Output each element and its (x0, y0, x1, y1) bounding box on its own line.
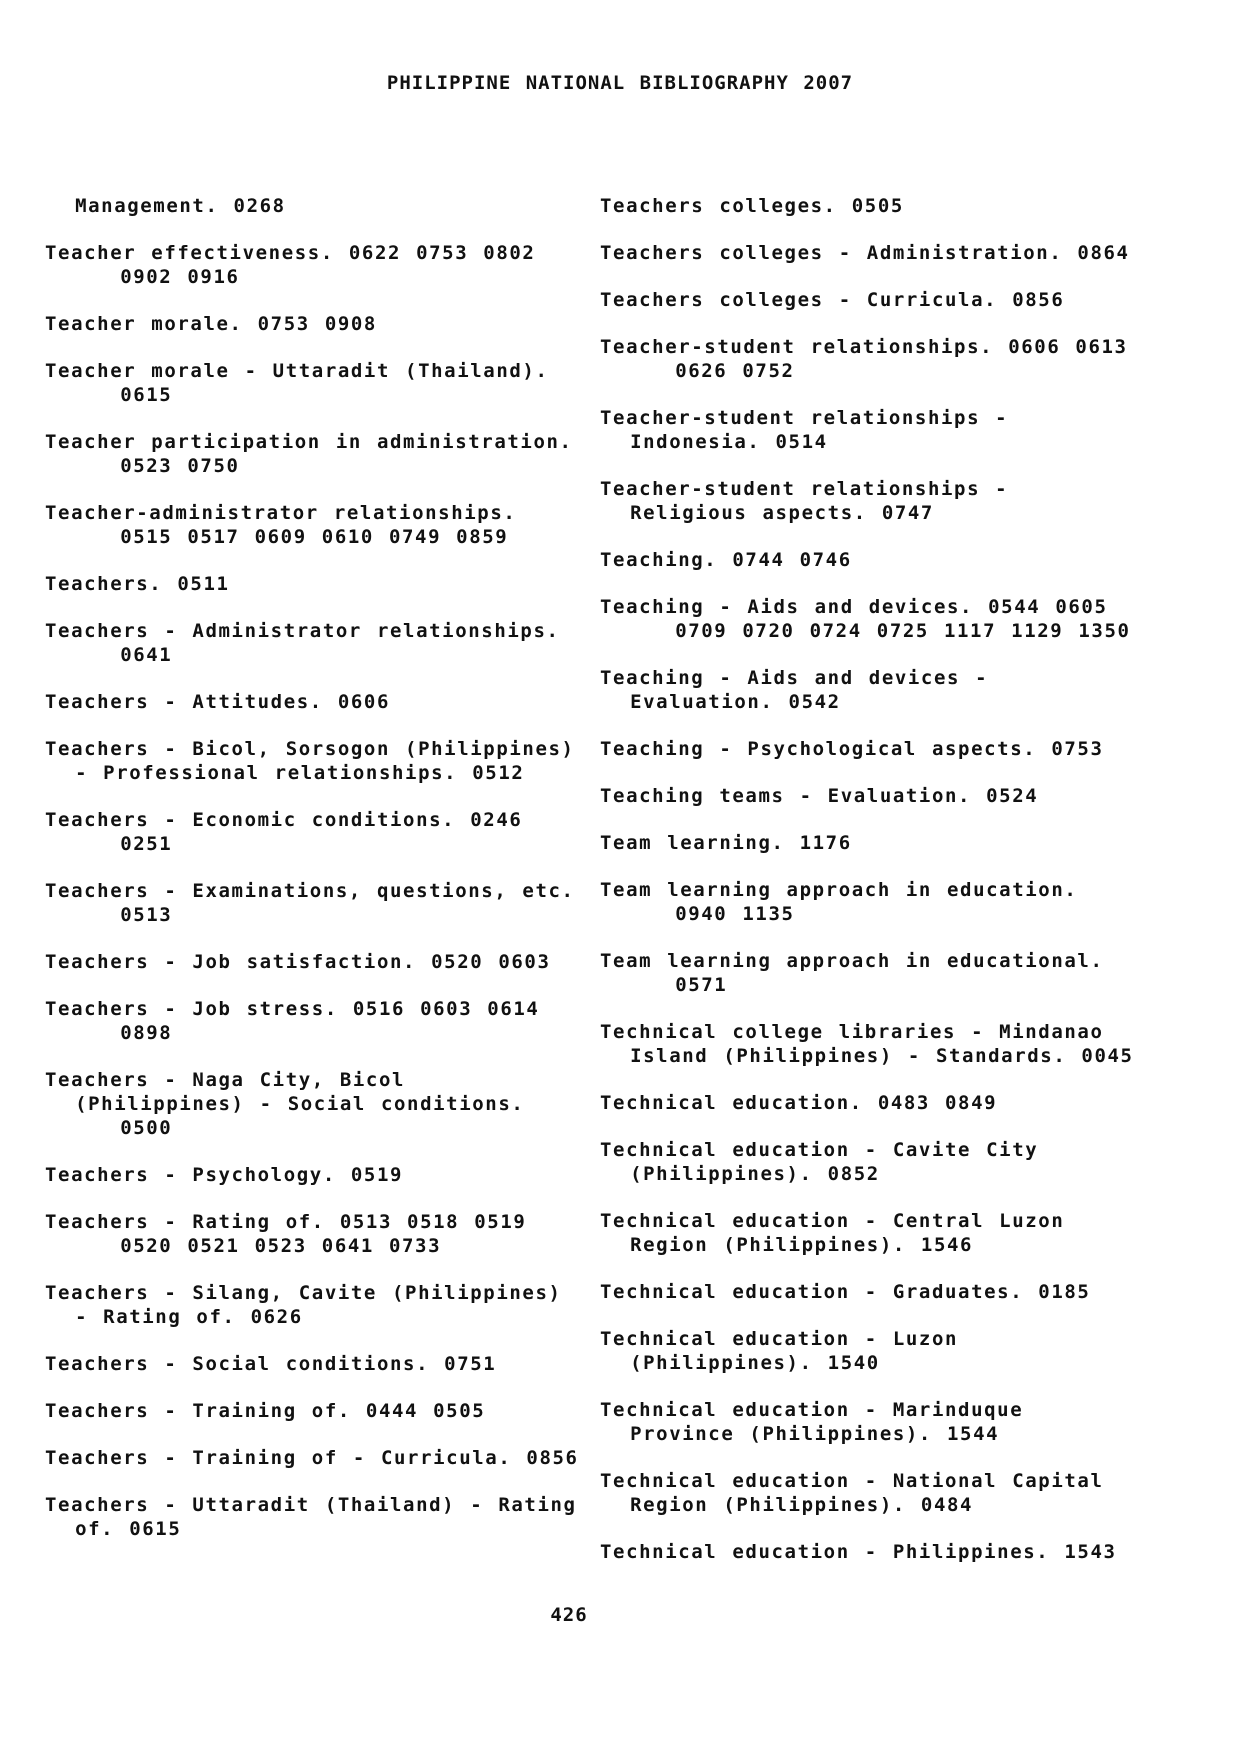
index-entry-line: Teaching - Aids and devices. 0544 0605 (600, 596, 1108, 618)
index-entry-line: 0515 0517 0609 0610 0749 0859 (45, 526, 509, 548)
index-entry (45, 997, 565, 1045)
index-entry (45, 312, 565, 336)
index-entry-line: Teachers - Naga City, Bicol (45, 1069, 406, 1091)
index-entry-line: Technical education - Graduates. 0185 (600, 1281, 1091, 1303)
index-entry-line: Team learning approach in educational. (600, 950, 1104, 972)
index-entry-line: Teachers - Job satisfaction. 0520 0603 (45, 951, 551, 973)
index-entry-line: Teachers - Bicol, Sorsogon (Philippines) (45, 738, 575, 760)
index-entry-line: Teaching. 0744 0746 (600, 549, 852, 571)
index-entry-line: 0571 (600, 974, 728, 996)
index-entry (600, 1209, 1180, 1257)
index-entry-line: Teacher participation in administration. (45, 431, 573, 453)
index-entry-line: Technical education - National Capital (600, 1470, 1104, 1492)
index-entry (600, 595, 1180, 643)
index-entry-line: 0251 (45, 833, 173, 855)
index-entry-line: Teacher morale. 0753 0908 (45, 313, 377, 335)
index-entry-line: Teachers colleges - Curricula. 0856 (600, 289, 1065, 311)
page-number: 426 (550, 1604, 588, 1626)
index-entry-line: 0902 0916 (45, 266, 240, 288)
index-entry (45, 194, 565, 218)
index-entry-line: Teaching - Psychological aspects. 0753 (600, 738, 1104, 760)
index-entry-line: Management. 0268 (45, 195, 286, 217)
index-entry-line: 0523 0750 (45, 455, 240, 477)
index-entry (45, 1446, 579, 1470)
index-entry (45, 1352, 565, 1376)
index-entry-line: Teachers - Social conditions. 0751 (45, 1353, 497, 1375)
index-entry (45, 1163, 565, 1187)
index-entry-line: Region (Philippines). 0484 (600, 1494, 974, 1516)
index-entry-line: Teachers - Administrator relationships. (45, 620, 560, 642)
index-entry (45, 1399, 565, 1423)
index-column-right (600, 194, 1180, 1587)
index-entry (45, 808, 565, 856)
index-entry-line: of. 0615 (45, 1518, 182, 1540)
index-entry (45, 690, 565, 714)
index-entry-line: Teachers - Training of - Curricula. 0856 (45, 1447, 579, 1469)
index-entry (45, 1210, 565, 1258)
index-entry-line: 0513 (45, 904, 173, 926)
index-entry-line: Teachers - Job stress. 0516 0603 0614 (45, 998, 540, 1020)
index-entry-line: Teacher-student relationships. 0606 0613 (600, 336, 1128, 358)
index-entry (45, 879, 575, 927)
index-entry-line: Technical education - Luzon (600, 1328, 959, 1350)
index-entry-line: Teachers colleges. 0505 (600, 195, 904, 217)
index-entry-line: 0641 (45, 644, 173, 666)
index-entry (600, 1280, 1180, 1304)
index-entry-line: Teachers - Psychology. 0519 (45, 1164, 404, 1186)
index-entry (600, 1540, 1180, 1564)
index-entry (600, 1469, 1180, 1517)
index-entry-line: Team learning. 1176 (600, 832, 852, 854)
index-entry-line: 0940 1135 (600, 903, 795, 925)
index-entry-line: Teachers - Training of. 0444 0505 (45, 1400, 486, 1422)
index-entry-line: (Philippines). 1540 (600, 1352, 880, 1374)
index-entry-line: 0615 (45, 384, 173, 406)
index-entry (45, 1068, 565, 1140)
index-entry-line: Team learning approach in education. (600, 879, 1078, 901)
index-entry (600, 477, 1180, 525)
index-entry (600, 949, 1180, 997)
index-entry-line: (Philippines) - Social conditions. (45, 1093, 525, 1115)
index-entry-line: Technical education - Philippines. 1543 (600, 1541, 1117, 1563)
index-entry-line: Teaching teams - Evaluation. 0524 (600, 785, 1039, 807)
index-entry (45, 572, 565, 596)
index-entry (45, 241, 565, 289)
index-entry-line: Teachers - Examinations, questions, etc. (45, 880, 575, 902)
index-entry (600, 666, 1180, 714)
index-entry-line: Evaluation. 0542 (600, 691, 841, 713)
index-entry-line: Teachers - Silang, Cavite (Philippines) (45, 1282, 562, 1304)
index-entry (45, 950, 565, 974)
index-entry (45, 430, 573, 478)
index-entry (600, 1091, 1180, 1115)
index-entry (600, 241, 1180, 265)
index-entry-line: Teacher effectiveness. 0622 0753 0802 (45, 242, 536, 264)
index-entry-line: Province (Philippines). 1544 (600, 1423, 1000, 1445)
index-entry-line: Teachers - Rating of. 0513 0518 0519 (45, 1211, 527, 1233)
index-entry-line: (Philippines). 0852 (600, 1163, 880, 1185)
index-entry-line: 0709 0720 0724 0725 1117 1129 1350 (600, 620, 1131, 642)
index-entry-line: Technical education - Central Luzon (600, 1210, 1065, 1232)
index-entry-line: Religious aspects. 0747 (600, 502, 934, 524)
index-entry-line: 0520 0521 0523 0641 0733 (45, 1235, 442, 1257)
index-entry (600, 878, 1180, 926)
index-entry (45, 501, 565, 549)
index-entry-line: Teachers - Economic conditions. 0246 (45, 809, 523, 831)
index-entry (45, 1493, 577, 1541)
index-entry-line: Teachers - Uttaradit (Thailand) - Rating (45, 1494, 577, 1516)
index-entry (45, 1281, 565, 1329)
index-entry (600, 1138, 1180, 1186)
index-entry (600, 1020, 1180, 1068)
index-entry (600, 194, 1180, 218)
index-entry (600, 548, 1180, 572)
index-column-left (45, 194, 579, 1564)
index-entry-line: Teacher morale - Uttaradit (Thailand). (45, 360, 549, 382)
index-entry-line: Teacher-student relationships - (600, 478, 1009, 500)
index-entry-line: Island (Philippines) - Standards. 0045 (600, 1045, 1134, 1067)
index-entry (45, 737, 575, 785)
index-entry-line: Technical education - Cavite City (600, 1139, 1039, 1161)
index-entry-line: Teachers colleges - Administration. 0864 (600, 242, 1130, 264)
index-entry-line: Teaching - Aids and devices - (600, 667, 989, 689)
index-entry-line: Technical education. 0483 0849 (600, 1092, 998, 1114)
index-entry-line: - Rating of. 0626 (45, 1306, 303, 1328)
index-entry (600, 1327, 1180, 1375)
index-entry-line: Teacher-administrator relationships. (45, 502, 517, 524)
index-entry (600, 831, 1180, 855)
index-entry-line: - Professional relationships. 0512 (45, 762, 525, 784)
index-entry (600, 406, 1180, 454)
index-entry (600, 1398, 1180, 1446)
index-entry-line: Region (Philippines). 1546 (600, 1234, 974, 1256)
index-entry-line: Technical college libraries - Mindanao (600, 1021, 1104, 1043)
index-entry (600, 335, 1180, 383)
index-entry (600, 288, 1180, 312)
index-entry (45, 359, 565, 407)
index-entry-line: 0626 0752 (600, 360, 795, 382)
index-entry (45, 619, 565, 667)
index-entry (600, 737, 1180, 761)
index-entry-line: 0500 (45, 1117, 173, 1139)
index-entry (600, 784, 1180, 808)
index-entry-line: Technical education - Marinduque (600, 1399, 1024, 1421)
index-entry-line: Teachers. 0511 (45, 573, 230, 595)
index-entry-line: Teachers - Attitudes. 0606 (45, 691, 391, 713)
index-entry-line: Teacher-student relationships - (600, 407, 1009, 429)
page-header: PHILIPPINE NATIONAL BIBLIOGRAPHY 2007 (386, 72, 854, 94)
index-entry-line: Indonesia. 0514 (600, 431, 828, 453)
index-entry-line: 0898 (45, 1022, 173, 1044)
